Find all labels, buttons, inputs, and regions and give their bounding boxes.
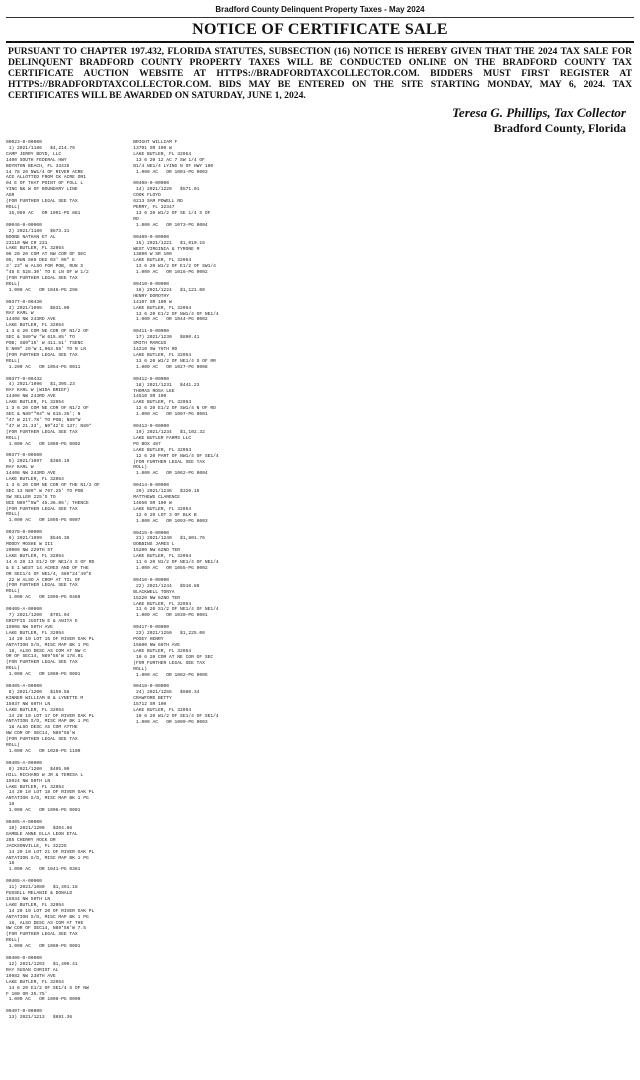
- listing-entry: 00023-0-00000 1) 2021/1186 $4,214.79 CAMP JERRY BOYD, LLC 1400 SOUTH FEDERAL HWY BOYNTON BEACH, FL 33435 14 78 20 NW1/4 OF RIVER ACRE ACE ALLOTTED FROM CK ACRE OR1 04 E OF THAT POINT OF FOLL L YING N& W OF BOUNDARY LINE AGR (FOR FURTHER LEGAL SEE TAX ROLL) 15,969 AC OR 1091-PG 881: [6, 140, 86, 216]
- listing-entry: 00405-A-00000 9) 2021/1200 $405.00 HILL RICHARD W JR & TERESA L 15924 NW 50TH LN LAKE BUTLER, FL 32054 14 20 10 LOT 18 OF RIVER OAK PL ANTATION S/D, MISC MAP BK 1 PG 18 1.000 AC OR 1006-PG 0001: [6, 760, 95, 814]
- listing-entry: 00377-0-00432 4) 2021/1096 $1,305.23 RAY KARL W (WIDA BRIEF) 14408 NW 243RD AVE LAKE BUTLER, FL 32054 1 3 6 20 COM NE COR OF N1/2 OF SEC & N89*"04" W 615.35'; N "47 W 217.78' TO POB; N89*W "47 W 21.33', N0"42'E 137; N89* (FOR FURTHER LEGAL SEE TAX ROLL) 1.000 AC OR 1080-PG 0002: [6, 376, 92, 447]
- signature-block: [6, 105, 626, 136]
- listing-entry: 00046-0-00000 2) 2021/1189 $673.31 BOONE NATHAN ET AL 23110 NW CR 231 LAKE BUTLER, FL 32054 06 20 20 COM AT NW COR OF SEC 05, RUN S89 DEG 03' 06" E 3' 23" W ALSO FOR POB, RUN S "48 E 528.30' TO E LN OF W 1/2 (FOR FURTHER LEGAL SEE TAX ROLL) 1.000 AC OR 1046-PG 298: [6, 222, 89, 293]
- listing-entry: 00414-0-00000 20) 2021/1236 $320.15 MATTHEWS CLARENCE 14650 SR 100 W LAKE BUTLER, FL 32054 12 6 20 LOT 3 OF BLK B 1.000 AC OR 1093-PG 0003: [133, 483, 208, 524]
- listing-entry: 00413-0-00000 19) 2021/1234 $1,102.32 LAKE BUTLER FARMS LLC PO BOX 487 LAKE BUTLER, FL 32054 12 6 20 PART OF NW1/4 OF SE1/4 (FOR FURTHER LEGAL SEE TAX ROLL) 1.000 AC OR 1062-PG 0004: [133, 424, 219, 477]
- listing-entry: 00410-0-00000 16) 2021/1224 $1,121.00 HENRY DOROTHY 14107 SR 100 W LAKE BUTLER, FL 32054 13 6 20 E1/2 OF NW1/4 OF NE1/4 1.000 AC OR 1044-PG 0002: [133, 282, 219, 323]
- listing-entry: 00407-0-00000 13) 2021/1213 $691.36 BRIGHT WILLIAM F 13701 SR 100 W LAKE BUTLER, FL 32054 13 6 20 12 AC 7 SW 1/4 OF N1/4 NE1/4 LYING N OF HWY 100 1.000 AC OR 1001-PG 0003: [6, 140, 214, 1021]
- listing-entry: 00405-A-00000 7) 2021/1200 $701.04 GRIFFIS JUSTIN E & ANITA E 19908 NW 50TH AVE LAKE BUTLER, FL 32054 14 20 10 LOT 15 OF RIVER OAK PL ANTATION S/D, MISC MAP BK 1 PG 18, ALSO DESC AS COM AT NW C OR OF SEC14, N89*56'W 178.01 (FOR FURTHER LEGAL SEE TAX ROLL) 1.000 AC OR 1080-PG 0001: [6, 607, 95, 678]
- listing-entry: 00377-0-00430 3) 2021/1095 $831.00 RAY KARL W 14408 NW 243RD AVE LAKE BUTLER, FL 32054 1 3 6 20 COM NE COR OF N1/2 OF SEC & S89*W "W 615.85' TO POB; S89"15' W 411.51' TSENC E N00" 29'W 1,063.58' TO N LN (FOR FURTHER LEGAL SEE TAX ROLL) 1.200 AC OR 1054-PG 0011: [6, 299, 89, 370]
- listing-entry: 00406-0-00000 12) 2021/1203 $1,400.41 RAY SUSAN CHRIST AL 19982 NW 238TH AVE LAKE BUTLER, FL 32054 14 6 20 E1/2 OF SE1/4 S OF NW F 100 OR 35.75' 1.000 AC OR 1006-PG 0000: [6, 956, 89, 1003]
- listing-entry: 00405-A-00000 8) 2021/1200 $159.56 KINNER WILLIAM B & LYNETTE M 15937 NW 60TH LN LAKE BUTLER, FL 32054 14 20 10 LOT 17 OF RIVER OAK PL ANTATION S/D, MISC MAP BK 1 PG 18 ALSO DESC AS COM ATTHE NW COR OF SEC14, N89*56'W (FOR FURTHER LEGAL SEE TAX ROLL) 1.000 AC OR 1020-PG 1100: [6, 684, 95, 754]
- tax-collector-name: Teresa G. Phillips, Tax Collector: [452, 105, 626, 120]
- running-head: Bradford County Delinquent Property Taxes - May 2024: [6, 4, 634, 18]
- listing-entry: 00418-0-00000 24) 2021/1255 $680.34 CRAWFORD BETTY 15712 SR 100 LAKE BUTLER, FL 32054 10 6 20 W1/2 OF SE1/4 OF SE1/4 1.000 AC OR 1009-PG 0003: [133, 684, 219, 725]
- listing-entry: 00411-0-00000 17) 2021/1230 $890.41 SMITH MARCUS 14210 SW 76TH RD LAKE BUTLER, FL 32054 13 6 20 W1/2 OF NE1/4 S OF RR 1.000 AC OR 1027-PG 0008: [133, 329, 216, 370]
- property-listings: [6, 140, 634, 1023]
- listing-entry: 00415-0-00000 21) 2021/1240 $1,801.76 DOBBINS JAMES L 15200 NW 62ND TER LAKE BUTLER, FL 32054 11 6 20 N1/2 OF NE1/4 OF NE1/4 1.000 AC OR 1055-PG 0002: [133, 530, 219, 571]
- listing-entry: 00377-0-00500 5) 2021/1097 $386.19 RAY KARL W 14408 NW 243RD AVE LAKE BUTLER, FL 32054 1 3 6 20 COM NE COR OF THE N1/2 OF SEC 13 N89* W 767.25' TO POB SW SELLER 225'S TO NCE N89*"5W" 45.36.05'; THENCE (FOR FURTHER LEGAL SEE TAX ROLL) 1.000 AC OR 1095-PG 0007: [6, 453, 100, 524]
- listing-entry: 00416-0-00000 22) 2021/1244 $516.88 BLACKWELL TONYA 15220 NW 62ND TER LAKE BUTLER, FL 32054 11 6 20 S1/2 OF NE1/4 OF NE1/4 1.000 AC OR 1030-PG 0001: [133, 577, 219, 619]
- listing-entry: 00408-0-00000 14) 2021/1220 $571.01 COOK FLOYD 6213 SAM POWELL RD PERRY, FL 32347 13 6 20 W1/2 OF SE 1/4 S OF RD 1.000 AC OR 1073-PG 0004: [133, 181, 211, 228]
- notice-title: NOTICE OF CERTIFICATE SALE: [192, 21, 448, 38]
- county-name: Bradford County, Florida: [493, 121, 626, 135]
- notice-intro: PURSUANT TO CHAPTER 197.432, FLORIDA STATUTES, SUBSECTION (16) NOTICE IS HEREBY GIVEN THAT THE 2024 TAX SALE FOR DELINQUENT BRADFORD COUNTY PROPERTY TAXES WILL BE CONDUCTED ONLINE ON THE BRADFORD COUNTY TAX CERTIFICATE AUCTION WEBSITE AT HTTPS://BRADFORDTAXCOLLECTOR.COM. BIDDERS MUST FIRST REGISTER AT HTTPS://BRADFORDTAXCOLLECTOR.COM. BIDS MAY BE ENTERED ON THE SITE STARTING MONDAY, MAY 6, 2024. TAX CERTIFICATES WILL BE AWARDED ON SATURDAY, JUNE 1, 2024.: [8, 46, 632, 101]
- listing-entry: 00378-0-00000 6) 2021/1099 $546.36 MOODY MOSHE W III 20009 NW 229TH ST LAKE BUTLER, FL 32054 14 6 20 13 E1/2 OF NE1/4 S OF RD & E 1 WEST 14 ACRES AND OF THE OR SEC1/4 OF NE1/4, S89*24'49"E 22 W ALSO A CROP AT TIL OF (FOR FURTHER LEGAL SEE TAX ROLL) 1.000 AC OR 1095-PG 0489: [6, 530, 95, 601]
- listing-entry: 00405-A-00000 11) 2021/1080 $1,491.18 PUSSELL MELANIE & DONALD 15934 NW 50TH LN LAKE BUTLER, FL 32054 14 20 10 LOT 20 OF RIVER OAK PL ANTATION S/D, MISC MAP BK 1 PG 18, ALSO DESC AS COM AT THE NW COR OF SEC14, N89*56'W 7.5 (FOR FURTHER LEGAL SEE TAX ROLL) 1.000 AC OR 1080-PG 0001: [6, 879, 95, 950]
- listing-entry: 00405-A-00000 10) 2021/1200 $354.86 GAMBLE ANNE ELLA LEON ETAL 285 CHERRY HOCK DR JACKSONVILLE, FL 32225 14 20 10 LOT 21 OF RIVER OAK PL ANTATION S/D, MISC MAP BK 1 PG 18 1.000 AC OR 1041-PG 0381: [6, 820, 95, 873]
- listing-entry: 00409-0-00000 15) 2021/1221 $1,010.16 WEST VIRGINIA & TYRONE M 13800 W SR 100 LAKE BUTLER, FL 32054 13 6 20 W1/2 OF E1/2 OF SW1/4 1.000 AC OR 1016-PG 0002: [133, 234, 216, 276]
- listing-entry: 00417-0-00000 23) 2021/1250 $1,225.00 POSEY HENRY 15600 NW 66TH AVE LAKE BUTLER, FL 32054 10 6 20 COM AT NE COR OF SEC (FOR FURTHER LEGAL SEE TAX ROLL) 1.000 AC OR 1082-PG 0005: [133, 625, 214, 678]
- listing-entry: 00412-0-00000 18) 2021/1231 $441.23 THOMAS ROSA LEE 14510 SR 100 LAKE BUTLER, FL 32054 12 6 20 E1/2 OF SW1/4 N OF RD 1.000 AC OR 1007-PG 0001: [133, 376, 216, 418]
- title-rule: [6, 41, 634, 43]
